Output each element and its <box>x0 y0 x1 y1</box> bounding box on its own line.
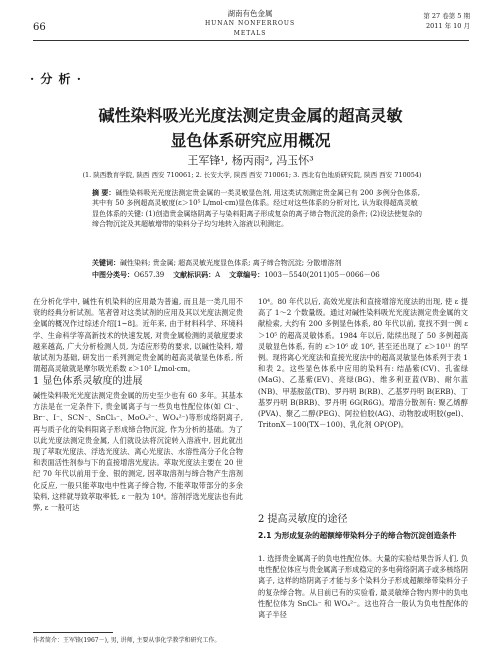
intro-paragraph: 在分析化学中, 碱性有机染料的应用最为普遍, 而且是一类几用不衰的经典分析试剂。笔者曾对这类试剂的应用及其以光度法测定贵金属的概况作过综述介绍[1~8]。近年来, 由于材料科学、环境科学、生命科学等高新技术的快速发展, 对贵金属检测的灵敏度要求越来越高, 广大分析检测人员, 为适应形势的要求, 以碱性染料, 增敏试剂为基础, 研发出一系列测定贵金属的超高灵敏显色体系, 所谓超高灵敏就是摩尔吸光系数 ε＞10⁵ L/mol·cm。 <box>33 297 243 374</box>
abstract-text: 碱性染料吸光光度法测定贵金属的一类灵敏显色剂, 用这类试剂测定贵金属已有 200 多例分色体系, 其中有 50 多例超高灵敏度(ε＞10⁵ L/mol·cm)显色体系。经过对这些体系的分析对比, 认为取得超高灵敏显色体系的关键: (1)创造贵金属络阴离子与染料阳离子形成复杂的离子缔合物沉淀的条件; (2)设法使复杂的缔合物沉淀及其超敏增带的染料分子均匀地转入溶液以利测定。 <box>92 189 422 228</box>
body-paragraph-1: 碱性染料吸光光度法测定贵金属的历史至少也有 60 多年。其基本方法是在一定条件下, 贵金属离子与一些负电性配位体(如 Cl⁻、Br⁻、I⁻、SCN⁻、SnCl₃⁻、MoO₄²⁻、WO₄²⁻)等形成络阴离子, 再与质子化的染料阳离子形成缔合物沉淀, 作为分析的基础。为了以此光度法测定贵金属, 人们就设法将沉淀转入溶液中, 因此就出现了萃取光度法、浮选光度法、离心光度法、水溶性高分子化合物和表面活性剂参与下的直接增溶光度法。萃取光度法主要在 20 世纪 70 年代以前用于金、银的测定, 因萃取溶剂与缔合物产生溶剂化反应, 一般只能萃取电中性离子缔合物, 不能萃取带部分的多余染料, 这样就导致萃取率低, ε 一般为 10⁴。溶剂浮选光度法也有此弊, ε 一般可达 <box>33 391 243 513</box>
header-rule <box>33 40 469 41</box>
keywords-label: 关键词： <box>92 258 120 267</box>
journal-title <box>190 9 310 39</box>
right-paragraph-2: 1. 选择贵金属离子的负电性配位体。大量的实验结果告诉人们, 负电性配位体应与贵金属离子形成稳定的多电荷络阴离子或多核络阴离子, 这样的络阴离子才能与多个染料分子形成超额缔带染料分子的复杂缔合物。从目前已有的实验看, 最灵敏缔合物内界中的负电性配位体为 SnCl₃⁻ 和 WO₄²⁻。这也符合一般认为负电性配体的离子半径 <box>258 554 468 620</box>
page-number: 66 <box>33 22 46 33</box>
journal-title-en: HUNAN NONFERROUS METALS <box>204 20 296 37</box>
clc-value: O657.39 <box>134 271 165 279</box>
article-title-line2: 显色体系研究应用概况 <box>170 131 331 150</box>
heading-2: 2 提高灵敏度的途径 <box>258 514 348 525</box>
affiliation: (1. 陕西教育学院, 陕西 西安 710061; 2. 长安大学, 陕西 西安 710061; 3. 西北有色地质研究院, 陕西 西安 710054) <box>82 171 422 179</box>
section-label: · 分 析 · <box>30 72 82 86</box>
footnote-rule <box>33 632 113 633</box>
doc-code-value: A <box>215 271 221 279</box>
abstract <box>92 188 422 229</box>
footnote: 作者简介：王军锋(1967－), 男, 讲师, 主要从事化学教学和研究工作。 <box>33 637 221 644</box>
heading-2-1: 2.1 为形成复杂的超额缔带染料分子的缔合物沉淀创造条件 <box>258 531 457 540</box>
article-no-label: 文章编号： <box>229 270 265 279</box>
issue-date: 2011 年 10 月 <box>425 22 470 30</box>
keywords-text: 碱性染料; 贵金属; 超高灵敏光度显色体系; 离子缔合物沉淀; 分散增溶剂 <box>120 259 342 267</box>
doc-code-label: 文献标识码： <box>173 270 216 279</box>
heading-1: 1 显色体系灵敏度的进展 <box>33 376 143 387</box>
right-paragraph-1: 10⁴。80 年代以后, 高效光度法和直接增溶光度法的出现, 使 ε 提高了 1～2 个数量级。通过对碱性染料吸光光度法测定贵金属的文献检索, 大约有 200 多例显色体系, 80 年代以前, 竟找不到一例 ε＞10⁵ 的超高灵敏体系。1984 年以后, 陆续出现了 50 多例超高灵敏显色体系, 有的 ε＞10⁶ 或 10⁶, 甚至还出现了 ε＞10¹¹ 的罕例。现将离心光度法和直接光度法中的超高灵敏显色体系列于表 1 和表 2。这些显色体系中应用的染料有: 结晶紫(CV)、孔雀绿(MaG)、乙基紫(EV)、亮绿(BG)、维多利亚蓝(VB)、耐尔蓝(NB)、甲基胺蓝(TB)、罗丹明 B(RB)、乙基罗丹明 B(ERB)、丁基罗丹明 B(BRB)、罗丹明 6G(R6G)。增溶分散剂有: 聚乙烯醇(PVA)、聚乙二醇(PEG)、阿拉伯胶(AG)、动物胶或明胶(gel)、TritonX－100(TX－100)、乳化剂 OP(OP)。 <box>258 297 468 430</box>
abstract-label: 摘 要： <box>92 189 116 197</box>
keywords <box>92 258 422 268</box>
clc-label: 中图分类号： <box>92 270 134 279</box>
journal-title-cn: 湖南有色金属 <box>227 9 273 18</box>
article-no-value: 1003－5540(2011)05－0066－06 <box>264 271 380 279</box>
article-title-line1: 碱性染料吸光光度法测定贵金属的超高灵敏 <box>98 106 403 125</box>
authors: 王军锋¹, 杨丙雨², 冯玉怀³ <box>187 154 314 167</box>
issue-info <box>390 11 470 31</box>
classification-line <box>92 270 422 280</box>
volume: 第 27 卷第 5 期 <box>423 12 470 20</box>
